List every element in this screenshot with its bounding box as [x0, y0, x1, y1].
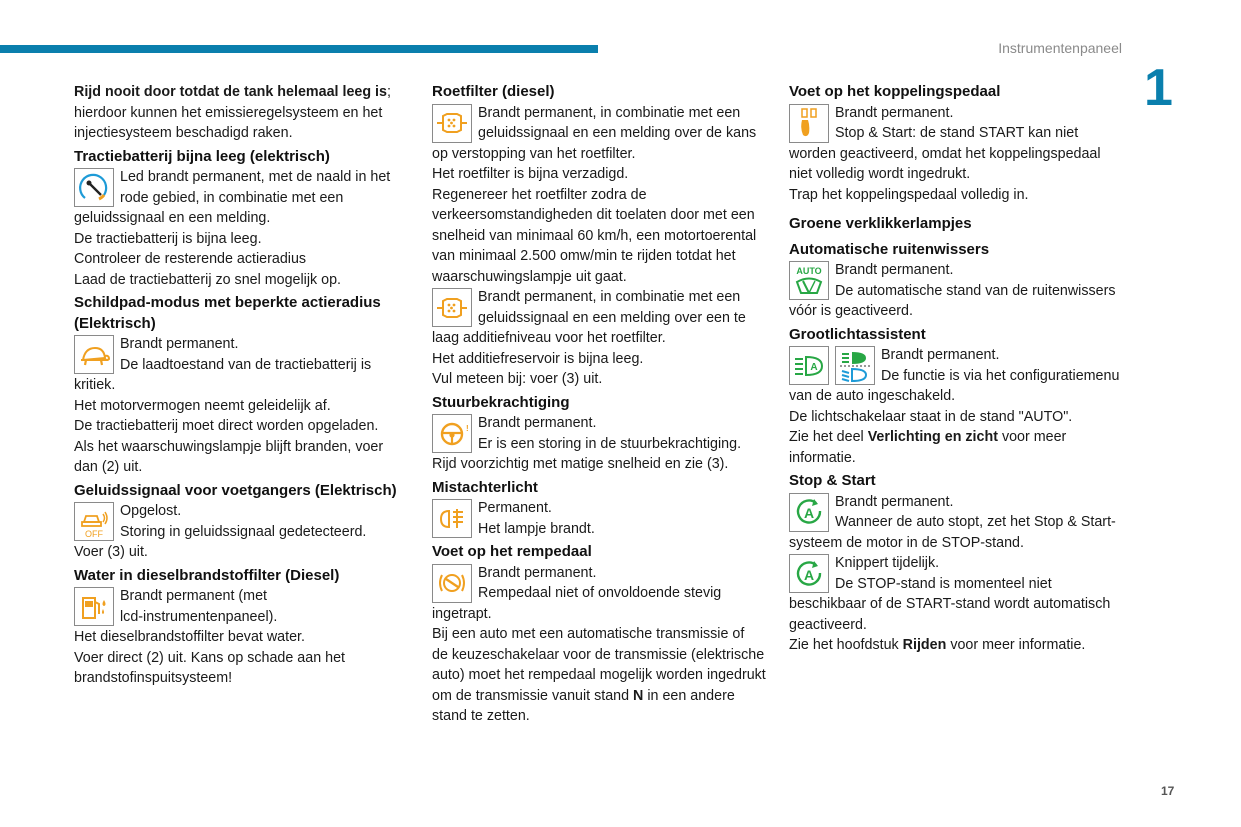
text-line	[432, 686, 768, 707]
entry-stop-start-2	[789, 553, 1125, 594]
entry-traction-battery	[74, 167, 409, 229]
auto-wiper-icon	[789, 261, 829, 300]
text-line: lcd-instrumentenpaneel).	[120, 608, 278, 625]
icon-label: OFF	[85, 528, 103, 539]
text-line: laag additiefniveau voor het roetfilter.	[432, 330, 666, 346]
text-line: Het roetfilter is bijna verzadigd.	[432, 166, 629, 182]
text-line: De STOP-stand is momenteel niet	[835, 575, 1052, 592]
text-line: kritiek.	[74, 377, 116, 393]
column-3	[789, 82, 1125, 656]
text-line: worden geactiveerd, omdat het koppelingspedaal	[789, 145, 1101, 162]
text-line: systeem de motor in de STOP-stand.	[789, 534, 1024, 551]
text-line: Brandt permanent.	[835, 262, 954, 278]
text-line: Voer (3) uit.	[74, 544, 148, 560]
clutch-pedal-foot-icon	[789, 104, 829, 143]
text-line: Het lampje brandt.	[478, 520, 595, 537]
icon-label: A	[810, 361, 818, 373]
text-part: om de transmissie vanuit stand	[432, 687, 634, 704]
particle-filter-icon	[432, 288, 472, 327]
text-line: Brandt permanent, in combinatie met een	[478, 104, 741, 121]
high-beam-icon-group	[789, 346, 875, 385]
text-line: Brandt permanent.	[835, 104, 954, 121]
section-title-turtle-mode	[74, 293, 409, 334]
text-part: voor meer informatie.	[946, 637, 1086, 653]
section-title-stop-start: Stop & Start	[789, 472, 876, 489]
text-line: geluidssignaal en een melding over een te	[478, 309, 746, 326]
text-line: van minimaal 2.500 omw/min te rijden totdat het	[432, 248, 736, 264]
section-title-clutch-pedal: Voet op het koppelingspedaal	[789, 83, 1001, 100]
entry-pedestrian-sound	[74, 501, 409, 542]
text-line	[789, 635, 1125, 656]
section-title-power-steering: Stuurbekrachtiging	[432, 393, 570, 411]
intro-line-1	[74, 82, 409, 103]
text-line: rode gebied, in combinatie met een	[120, 189, 344, 206]
page-header-title: Instrumentenpaneel	[998, 40, 1122, 56]
text-line: Brandt permanent.	[881, 347, 1000, 363]
entry-power-steering	[432, 413, 768, 454]
text-line: Er is een storing in de stuurbekrachtiging.	[478, 435, 742, 452]
text-line: Storing in geluidssignaal gedetecteerd.	[120, 523, 367, 540]
text-line: geluidssignaal en een melding.	[74, 210, 271, 226]
title-line: Schildpad-modus met beperkte actieradius	[74, 294, 381, 311]
column-2	[432, 82, 768, 727]
text-line: Bij een auto met een automatische transmissie of	[432, 626, 745, 642]
text-line: De lichtschakelaar staat in de stand "AUTO".	[789, 408, 1073, 425]
text-line: Laad de tractiebatterij zo snel mogelijk op.	[74, 271, 342, 288]
text-part: voor meer	[997, 429, 1067, 445]
section-title-pedestrian-sound: Geluidssignaal voor voetgangers (Elektrisch)	[74, 481, 397, 499]
section-title-brake-pedal: Voet op het rempedaal	[432, 543, 592, 560]
section-title-particle-filter: Roetfilter (diesel)	[432, 83, 555, 100]
icon-label: A	[803, 505, 815, 521]
text-line: waarschuwingslampje uit gaat.	[432, 268, 627, 285]
text-line: Het dieselbrandstoffilter bevat water.	[74, 629, 305, 645]
title-line: (Elektrisch)	[74, 314, 156, 332]
text-line: Regenereer het roetfilter zodra de	[432, 186, 647, 203]
battery-gauge-icon	[74, 168, 114, 207]
text-line: De tractiebatterij is bijna leeg.	[74, 230, 262, 247]
text-line: De laadtoestand van de tractiebatterij is	[120, 356, 372, 373]
pedestrian-sound-off-icon	[74, 502, 114, 541]
section-title-rear-fog-light: Mistachterlicht	[432, 478, 538, 496]
text-line: Brandt permanent.	[478, 415, 597, 431]
text-line: Trap het koppelingspedaal volledig in.	[789, 186, 1029, 203]
text-line: auto) moet het rempedaal mogelijk worden ingedrukt	[432, 667, 766, 683]
text-line: Knippert tijdelijk.	[835, 555, 940, 571]
text-line: informatie.	[789, 449, 856, 466]
text-line: Brandt permanent.	[835, 493, 954, 510]
text-line: verkeersomstandigheden dit toelaten door met een	[432, 207, 755, 223]
text-part-bold: Rijden	[902, 637, 947, 653]
text-line: De automatische stand van de ruitenwissers	[835, 282, 1116, 299]
auto-high-beam-icon	[789, 346, 829, 385]
entry-particle-filter-2	[432, 287, 768, 328]
text-line: De tractiebatterij moet direct worden opgeladen.	[74, 418, 379, 434]
text-line: vóór is geactiveerd.	[789, 303, 913, 319]
text-part: Zie het hoofdstuk	[789, 637, 903, 653]
turtle-icon	[74, 335, 114, 374]
section-title-auto-wipers: Automatische ruitenwissers	[789, 240, 990, 258]
entry-stop-start-1	[789, 492, 1125, 533]
text-line: Vul meteen bij: voer (3) uit.	[432, 371, 603, 387]
chapter-number: 1	[1144, 59, 1173, 117]
entry-high-beam-assist	[789, 345, 1125, 386]
text-line: Stop & Start: de stand START kan niet	[835, 125, 1079, 141]
text-line: Permanent.	[478, 500, 552, 516]
text-line: Rempedaal niet of onvoldoende stevig	[478, 585, 722, 601]
text-line: Brandt permanent (met	[120, 588, 268, 604]
text-line: Het motorvermogen neemt geleidelijk af.	[74, 397, 331, 414]
text-line: Als het waarschuwingslampje blijft branden, voer	[74, 438, 384, 455]
entry-water-in-diesel	[74, 586, 409, 627]
intro-bold: Rijd nooit door totdat de tank helemaal leeg is	[74, 84, 387, 100]
rear-fog-light-icon	[432, 499, 472, 538]
text-line: Rijd voorzichtig met matige snelheid en zie (3).	[432, 456, 729, 472]
text-line	[789, 427, 1125, 448]
text-line: Brandt permanent.	[478, 564, 597, 581]
text-line: dan (2) uit.	[74, 459, 143, 475]
entry-turtle-mode	[74, 334, 409, 375]
header-accent-bar	[0, 45, 598, 53]
entry-brake-pedal	[432, 563, 768, 604]
text-line: geluidssignaal en een melding over de kans	[478, 125, 757, 141]
text-line: op verstopping van het roetfilter.	[432, 145, 636, 162]
column-1	[74, 82, 409, 689]
text-part-bold: N	[633, 687, 644, 704]
particle-filter-icon	[432, 104, 472, 143]
entry-auto-wipers	[789, 260, 1125, 301]
stop-start-icon	[789, 493, 829, 532]
text-line: de keuzeschakelaar voor de transmissie (elektrische	[432, 646, 765, 663]
text-line: beschikbaar of de START-stand wordt automatisch	[789, 596, 1111, 612]
text-line: De functie is via het configuratiemenu	[881, 367, 1120, 384]
text-line: Brandt permanent, in combinatie met een	[478, 289, 741, 305]
text-part: Zie het deel	[789, 429, 868, 445]
text-line: Opgelost.	[120, 503, 182, 519]
text-line: niet volledig wordt ingedrukt.	[789, 166, 971, 182]
text-line: Led brandt permanent, met de naald in het	[120, 169, 391, 185]
intro-punct: ;	[386, 84, 391, 100]
section-title-high-beam-assist: Grootlichtassistent	[789, 325, 926, 343]
text-line: snelheid van minimaal 60 km/h, een motortoerental	[432, 227, 757, 244]
brake-pedal-foot-icon	[432, 564, 472, 603]
section-title-traction-battery: Tractiebatterij bijna leeg (elektrisch)	[74, 147, 330, 165]
text-part-bold: Verlichting en zicht	[867, 429, 998, 445]
text-line: ingetrapt.	[432, 605, 492, 622]
text-line: Controleer de resterende actieradius	[74, 251, 307, 267]
text-line: Wanneer de auto stopt, zet het Stop & Start-	[835, 514, 1116, 530]
text-line: van de auto ingeschakeld.	[789, 388, 956, 404]
text-line: Brandt permanent.	[120, 336, 239, 352]
page-number: 17	[1161, 784, 1175, 798]
entry-rear-fog-light	[432, 498, 768, 539]
entry-clutch-pedal	[789, 103, 1125, 144]
svg-text:!: !	[466, 423, 469, 433]
fuel-pump-water-icon	[74, 587, 114, 626]
entry-particle-filter-1	[432, 103, 768, 144]
steering-wheel-warning-icon	[432, 414, 472, 453]
text-line: stand te zetten.	[432, 708, 530, 724]
intro-line-2: hierdoor kunnen het emissieregelsysteem en het	[74, 104, 383, 121]
high-low-beam-icon	[835, 346, 875, 385]
text-line: brandstofinspuitsysteem!	[74, 670, 233, 686]
stop-start-icon	[789, 554, 829, 593]
intro-line-3: injectiesysteem beschadigd raken.	[74, 125, 293, 141]
icon-label: AUTO	[796, 265, 822, 276]
section-title-green-lamps: Groene verklikkerlampjes	[789, 215, 972, 232]
text-line: geactiveerd.	[789, 616, 867, 633]
text-line: Voer direct (2) uit. Kans op schade aan het	[74, 649, 346, 666]
icon-label: A	[803, 566, 815, 583]
text-line: Het additiefreservoir is bijna leeg.	[432, 350, 644, 367]
text-part: in een andere	[643, 687, 735, 704]
section-title-water-in-diesel: Water in dieselbrandstoffilter (Diesel)	[74, 566, 340, 584]
